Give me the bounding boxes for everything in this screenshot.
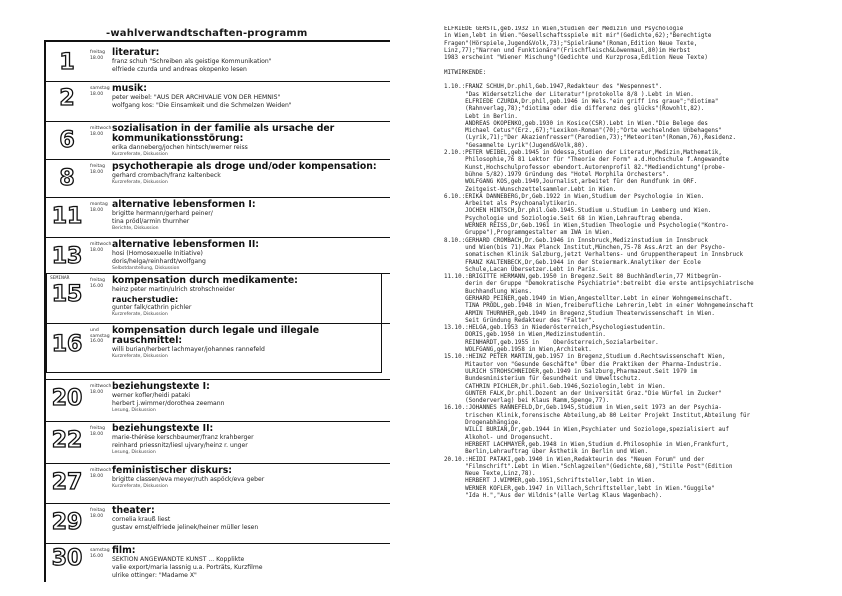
entry-line: ulrike ottinger: "Madame X" (112, 571, 197, 579)
entry-body (112, 546, 386, 580)
entry-line: reinhard priessnitz/liesl ujvary/heinz r. unger (112, 441, 248, 449)
entry-line: wolfgang kos: "Die Einsamkeit und die Schmelzen Weiden" (112, 101, 292, 109)
bio-line: ARMIN THURNHER,geb.1949 in Bregenz,Studium Theaterwissenschaft in Wien. (444, 310, 715, 317)
entry-body (112, 466, 386, 490)
entry-note: Kurzreferate, Diskussion (112, 179, 168, 185)
entry-when-line: 16.00 (90, 553, 104, 559)
entry-separator (44, 273, 390, 274)
entry-when-line: 18.00 (90, 91, 104, 97)
bio-line: WERNER REISS,Dr,Geb.1961 in Wien,Studien Theologie und Psychologie("Kontro- (444, 223, 729, 230)
bio-line: Lebt in Berlin. (444, 113, 518, 120)
entry-separator (44, 81, 390, 82)
bio-line: GUNTER FALK,Dr.phil.Dozent an der Universität Graz."Die Würfel im Zucker" (444, 390, 722, 397)
bio-line: Michael Cetus"(Erz.,67);"Lexikon-Roman"(70);"Orte wechselnden Unbehagens" (444, 128, 722, 135)
entry-when-line: samstag (90, 548, 110, 553)
bio-line: Bundesministerium für Gesundheit und Umweltschutz. (444, 376, 642, 383)
entry-title: kompensation durch legale und illegale rauschmittel: (112, 325, 320, 347)
entry-line: herbert j.wimmer/dorothea zeemann (112, 399, 225, 407)
entry-line: tina prödl/armin thurnher (112, 217, 190, 225)
bio-line: REINHARDT,geb.1955 in Oberösterreich,Sozialarbeiter. (444, 339, 659, 346)
entry-line: willi burian/herbert lachmayer/johannes rannefeld (112, 346, 265, 354)
entry-line: gunter falk/cathrin pichler (112, 304, 192, 312)
bio-line: in Wien,lebt in Wien."Gesellschaftsspiele mit mir"(Gedichte,62);"Berechtigte (444, 33, 712, 40)
entry-separator (44, 379, 390, 380)
entry-body (112, 424, 386, 456)
bio-line: ELFRIEDE CZURDA,Dr.phil,geb.1946 in Wels."ein griff ins graue";"diotima" (444, 98, 719, 105)
bio-line: 8.10.:GERHARD CROMBACH,Dr.Geb.1946 in Innsbruck,Medizinstudium in Innsbruck (444, 237, 708, 244)
entry-line: marie-thérèse kerschbaumer/franz krahberger (112, 434, 254, 442)
entry-note: Kurzreferate, Diskussion (112, 483, 168, 489)
entry-note: Lesung, Diskussion (112, 449, 156, 455)
bio-line: 2.10.:PETER WEIBEL,geb.1945 in Odessa,Studien der Literatur,Medizin,Mathematik, (444, 150, 722, 157)
entry-line: franz schuh "Schreiben als geistige Kommunikation" (112, 58, 272, 66)
entry-title: beziehungstexte I: (112, 381, 210, 392)
entry-line: brigitte classen/eva meyer/ruth aspöck/eva geber (112, 476, 265, 484)
bios-panel (444, 26, 826, 586)
entry-day: 27 (51, 470, 83, 495)
bio-line: (Lyrik,71);"Der Akazienfresser"(Parodien,73);"Meteoriten"(Roman,76),Residenz. (444, 135, 737, 142)
bio-line: Mitautor von "Gesunde Geschäfte" Über die Praktiken der Pharma-Industrie. (444, 361, 722, 368)
entry-day: 15 (51, 282, 83, 307)
bio-line: WILLI BURIAN,Dr,geb.1944 in Wien,Psychiater und Soziologe,spezialisiert auf (444, 427, 729, 434)
entry-body (112, 276, 386, 318)
entry-day: 22 (51, 428, 83, 453)
bio-line: ULRICH STROHSCHNEIDER,geb.1949 in Salzburg,Pharmazeut.Seit 1979 im (444, 368, 698, 375)
bio-line: 6.10.:ERIKA DANNEBERG,Dr,Geb.1922 in Wien,Studium der Psychologie in Wien. (444, 193, 705, 200)
entry-when-line: samstag (90, 333, 110, 339)
program-title: -wahlverwandtschaften-programm (106, 28, 308, 39)
entry-body (112, 506, 386, 532)
bio-line: "Gesammelte Lyrik"(Jugend&Volk,80). (444, 142, 589, 149)
entry-day: 29 (51, 510, 83, 535)
entry-body (112, 84, 386, 110)
entry-when-line: 18.00 (90, 169, 104, 175)
entry-line: peter weibel: "AUS DER ARCHIVALIE VON DER HEMNIS" (112, 94, 281, 102)
entry-note: Selbstdarstellung, Diskussion (112, 265, 180, 271)
bio-gap (444, 77, 826, 84)
entry-separator (44, 503, 390, 504)
bio-line: derin der Gruppe "Demokratische Psychiatrie":betreibt die erste antipsychiatrische (444, 281, 754, 288)
bio-line: DORIS,geb.1950 in Wien,Medizinstudentin. (444, 332, 606, 339)
bio-line: 13.10.:HELGA,geb.1953 in Niederösterreich,Psychologiestudentin. (444, 325, 666, 332)
entry-line: werner kofler/heidi pataki (112, 392, 191, 400)
bio-line: Zeitgeist-Wunschzettelsammler.Lebt in Wien. (444, 186, 617, 193)
entry-when-line: 16.00 (90, 283, 104, 289)
bio-line: Drogenabhängige. (444, 420, 522, 427)
entry-when-line: samstag (90, 86, 110, 91)
bio-line: 15.10.:HEINZ PETER MARTIN,geb.1957 in Bregenz,Studium d.Rechtswissenschaft Wien, (444, 354, 726, 361)
entry-separator (44, 197, 390, 198)
bio-line: Psychologie und Soziologie.Seit 68 in Wien,Lehrauftrag ebenda. (444, 215, 684, 222)
entry-separator (44, 323, 390, 324)
bio-line: ANDREAS OKOPENKO,geb.1930 in Kosice(CSR).Lebt in Wien."Die Belege des (444, 120, 708, 127)
entry-separator (44, 463, 390, 464)
entry-title: alternative lebensformen II: (112, 239, 260, 250)
entry-line: elfriede czurda und andreas okopenko lesen (112, 65, 247, 73)
entry-title: film: (112, 545, 136, 556)
bio-line: CATHRIN PICHLER,Dr.phil.Geb.1946,Soziologin,lebt in Wien. (444, 383, 666, 390)
bio-line: 11.10.:BRIGITTE HERMANN,geb.1950 in Bregenz.Seit 80 Buchhändlerin,77 Mitbegrün- (444, 274, 722, 281)
bio-line: Linz,77);"Narren und Funktionäre"(Frischfleisch&Löwenmaul,80)im Herbst (444, 47, 691, 54)
entry-body (112, 162, 386, 186)
bio-line: Fragen"(Hörspiele,Jugend&Volk,73);"Spielräume"(Roman,Edition Neue Texte, (444, 40, 698, 47)
entry-separator (44, 237, 390, 238)
entry-title: theater: (112, 505, 155, 516)
bio-line: Berlin,Lehrauftrag über Ästhetik in Berlin und Wien. (444, 449, 649, 456)
entry-line: valie export/maria lassnig u.a. Porträts, Kurzfilme (112, 563, 263, 571)
entry-day: 1 (59, 50, 75, 75)
entry-title: musik: (112, 83, 147, 94)
entry-when-line: 16.00 (90, 339, 104, 345)
entry-note: Kurzreferate, Diskussion (112, 353, 168, 359)
entry-title: feministischer diskurs: (112, 465, 232, 476)
entry-day: 8 (59, 166, 75, 191)
entry-note: Berichte, Diskussion (112, 225, 159, 231)
entry-when-line: 18.00 (90, 513, 104, 519)
entry-when-line: mittwoch (90, 468, 112, 473)
entry-day: 16 (51, 332, 83, 357)
entry-body (112, 124, 386, 158)
entry-line: hosi (Homosexuelle Initiative) (112, 250, 203, 258)
bio-line: MITWIRKENDE: (444, 69, 487, 76)
entry-when-line: 18.00 (90, 431, 104, 437)
bio-gap (444, 62, 826, 69)
bio-line: TINA PRÖDL,geb.1948 in Wien,freiberufliche Lehrerin,lebt in einer Wohngemeinschaft (444, 303, 754, 310)
entry-when-line: mittwoch (90, 242, 112, 247)
entry-subtitle: raucherstudie: (112, 294, 179, 304)
entry-body (112, 200, 386, 232)
program-header (44, 28, 390, 42)
bio-line: WOLFGANG,geb.1958 in Wien,Architekt. (444, 347, 592, 354)
bio-line: HERBERT J.WIMMER,geb.1951,Schriftsteller,lebt in Wien. (444, 478, 656, 485)
entry-title: literatur: (112, 47, 160, 58)
entry-line: SEKTION ANGEWANDTE KUNST ... Kopplikte (112, 556, 245, 564)
bio-line: "Ida H.","Aus der Wildnis"(alle Verlag Klaus Wagenbach). (444, 493, 663, 499)
entry-day: 30 (51, 546, 83, 571)
bio-line: 1.10.:FRANZ SCHUH,Dr.phil,Geb.1947,Redakteur des "Wespennest". (444, 84, 663, 91)
entry-note: Lesung, Diskussion (112, 407, 156, 413)
entry-line: cornelia krauß liest (112, 516, 171, 524)
bio-line: Kunst,Hochschulprofessor ebendort.Autorenprofil 82."Mediendichtung"(probe- (444, 164, 726, 171)
entry-when-line: 18.00 (90, 207, 104, 213)
entry-separator (44, 121, 390, 122)
entry-body (112, 382, 386, 414)
bio-line: Neue Texte,Linz,78). (444, 471, 536, 478)
program-panel (44, 26, 390, 586)
entry-when-line: freitag (90, 278, 106, 283)
bio-line: (Rahnverlag,78);"diotima oder die differenz des glücks"(Rowohlt,82). (444, 106, 705, 113)
seminar-label: SEMINAR (50, 276, 70, 281)
entry-note: Kurzreferate, Diskussion (112, 151, 168, 157)
bio-line: JOCHEN HINTSCH,Dr.phil.Geb.1945.Studium u.Studium in Lemberg und Wien. (444, 208, 712, 215)
entry-when-line: freitag (90, 426, 106, 431)
entry-body (112, 240, 386, 272)
bio-line: somatischen Klinik Salzburg,jetzt Verhaltens- und Gruppentherapeut in Innsbruck (444, 252, 744, 259)
bio-line: Seit Gründung Redakteur des "Falter". (444, 317, 596, 324)
bio-line: GERHARD PEINER,geb.1949 in Wien,Angestellter.Lebt in einer Wohngemeinschaft. (444, 295, 733, 302)
entry-line: brigitte hermann/gerhard peiner/ (112, 210, 213, 218)
entry-note: Kurzreferate, Diskussion (112, 312, 168, 318)
entry-day: 2 (59, 86, 75, 111)
entry-when-line: montag (90, 202, 108, 207)
entry-line: erika danneberg/jochen hintsch/werner reiss (112, 144, 248, 152)
bio-line: Philosophie,76 81 Lektor für "Theorie der Form" a.d.Hochschule f.Angewandte (444, 157, 729, 164)
entry-title: kompensation durch medikamente: (112, 275, 298, 286)
entry-when-line: freitag (90, 50, 106, 55)
entry-day: 13 (51, 244, 83, 269)
bio-line: HERBERT LACHMAYER,geb.1948 in Wien,Studium d.Philosophie in Wien,Frankfurt, (444, 441, 729, 448)
entry-title: beziehungstexte II: (112, 423, 214, 434)
bio-line: trischen Klinik,forensische Abteilung,ab 80 Leiter Projekt Institut,Abteilung für (444, 412, 751, 419)
entry-body (112, 326, 386, 360)
entry-when-line: freitag (90, 508, 106, 513)
bio-line: Buchhandlung Wiens. (444, 288, 532, 295)
bio-line: Arbeitet als Psychoanalytikerin. (444, 201, 578, 208)
bio-line: FRANZ KALTENBECK,Dr,Geb.1944 in der Steiermark.Analytiker der Ecole (444, 259, 701, 266)
entry-separator (44, 543, 390, 544)
entry-day: 11 (51, 204, 83, 229)
bio-line: 1983 erscheint "Wiener Mischung"(Gedichte und Kurzprosa,Edition Neue Texte) (444, 55, 708, 62)
entry-title: psychotherapie als droge und/oder kompensation: (112, 161, 377, 172)
entry-when-line: mittwoch (90, 384, 112, 389)
bio-line: und Wien(bis 71).Max Planck Institut,München,75-78 Ass.Arzt an der Psycho- (444, 244, 726, 251)
entry-title: sozialisation in der familie als ursache der kommunikationsstörung: (112, 123, 335, 145)
entry-day: 20 (51, 386, 83, 411)
bio-line: Gruppe"),Programmgestalter am IWA in Wien. (444, 230, 613, 237)
bio-line: 20.10.:HEIDI PATAKI,geb.1940 in Wien,Redakteurin des "Neuen Forum" und der (444, 456, 705, 463)
bio-line: WOLFGANG KOS,geb.1949,Journalist,arbeitet für den Rundfunk im ORF. (444, 179, 698, 186)
entry-body (112, 48, 386, 74)
bio-line: ELFRIEDE GERSTL,geb.1932 in Wien,Studien der Medizin und Psychologie (444, 26, 684, 32)
entry-separator (44, 421, 390, 422)
entry-when-line: 18.00 (90, 55, 104, 61)
entry-line: gerhard crombach/franz kaltenbeck (112, 172, 221, 180)
entry-day: 6 (59, 128, 75, 153)
entry-title: alternative lebensformen I: (112, 199, 256, 210)
bio-line: "Das Widersetzliche der Literatur"(protokolle 8/8 ).Lebt in Wien. (444, 91, 694, 98)
entry-when-line: 18.00 (90, 389, 104, 395)
bio-line: Schule,Lacan Übersetzer.Lebt in Paris. (444, 266, 599, 273)
bio-line: WERNER KOFLER,geb.1947 in Villach,Schriftsteller,lebt in Wien."Guggile" (444, 485, 715, 492)
entry-when-line: freitag (90, 164, 106, 169)
entry-line: heinz peter martin/ulrich strohschneider (112, 286, 235, 294)
entry-when-line: 18.00 (90, 473, 104, 479)
entry-line: doris/helga/reinhardt/wolfgang (112, 257, 206, 265)
entry-when-line: 18.00 (90, 131, 104, 137)
bio-line: 16.10.:JOHANNES RANNEFELD,Dr,Geb.1945,Studium in Wien,seit 1973 an der Psychia- (444, 405, 722, 412)
entry-separator (44, 159, 390, 160)
bio-line: Alkohol- und Drogensucht. (444, 434, 554, 441)
entry-when-line: mittwoch (90, 126, 112, 131)
bio-line: "Filmschrift".Lebt in Wien."Schlagzeilen"(Gedichte,68),"Stille Post"(Edition (444, 463, 733, 470)
entry-line: gustav ernst/elfriede jelinek/heiner müller lesen (112, 523, 259, 531)
entry-when-line: und (90, 328, 99, 333)
bio-line: bühne 5/82).1979 Gründung des "Hotel Morphila Orchesters". (444, 171, 670, 178)
bio-line: (Sonderverlag) bei Klaus Ramm,Spenge,77). (444, 398, 610, 405)
entry-when-line: 18.00 (90, 247, 104, 253)
